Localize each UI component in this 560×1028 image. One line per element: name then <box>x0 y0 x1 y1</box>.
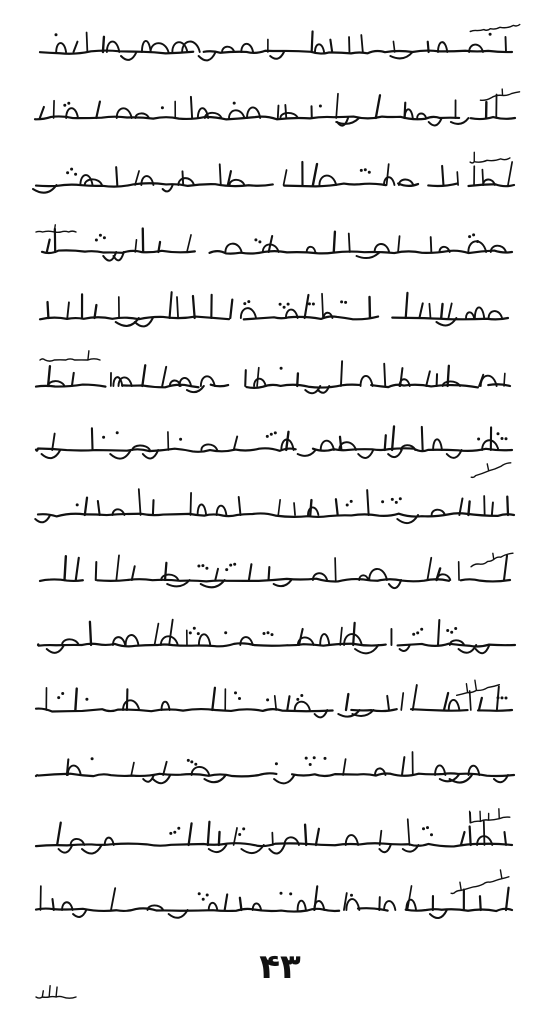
margin-note <box>479 86 520 101</box>
text-line <box>40 555 510 588</box>
margin-note <box>469 456 511 478</box>
text-line <box>40 292 508 326</box>
margin-note <box>449 868 509 894</box>
text-line <box>38 620 515 654</box>
text-line <box>36 886 512 918</box>
margin-note <box>36 225 76 232</box>
margin-note <box>454 675 499 697</box>
text-line <box>42 229 512 261</box>
text-line <box>36 819 512 853</box>
text-line <box>36 361 510 393</box>
margin-note <box>40 351 100 361</box>
margin-note <box>36 986 76 999</box>
page-number: ۴۳ <box>259 947 301 987</box>
margin-note <box>469 149 510 164</box>
text-line <box>36 426 512 458</box>
margin-note <box>470 24 520 33</box>
text-line <box>35 489 514 523</box>
text-line <box>36 685 512 717</box>
text-line <box>36 752 514 783</box>
text-line <box>33 162 514 193</box>
text-line <box>35 94 515 126</box>
margin-note <box>469 806 510 823</box>
text-line <box>40 31 512 60</box>
